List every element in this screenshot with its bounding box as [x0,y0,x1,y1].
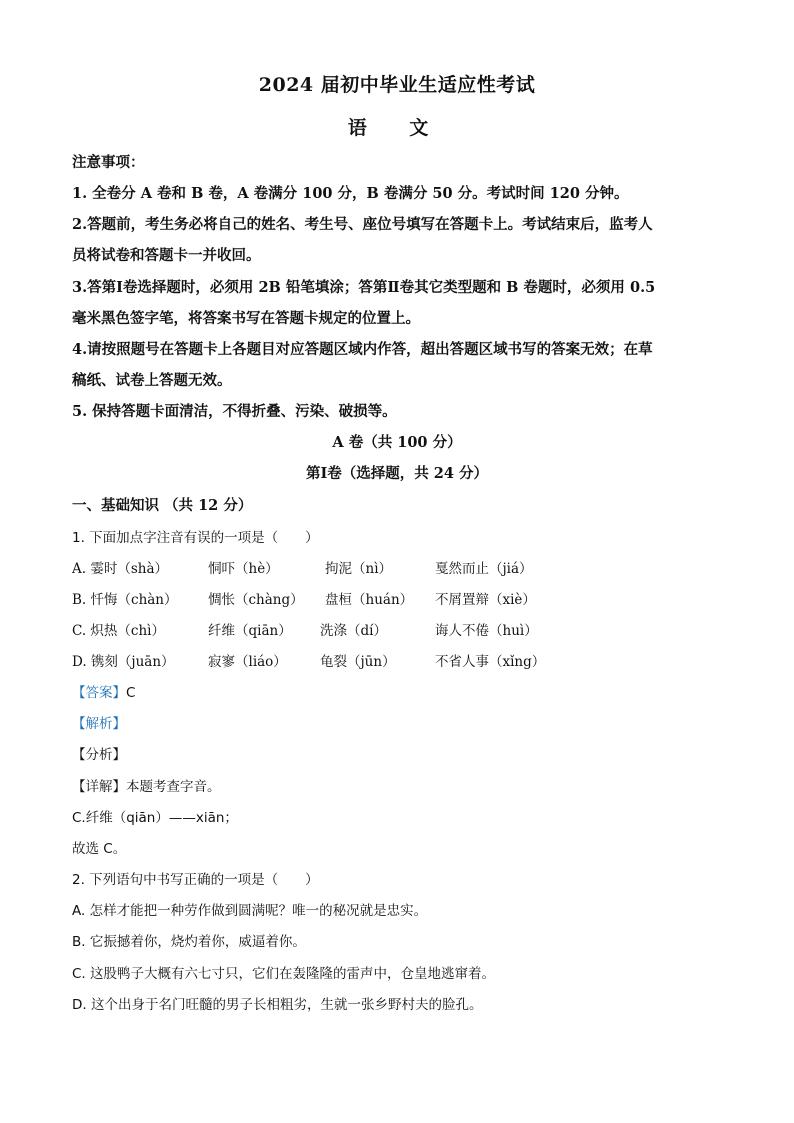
q1-conclusion: 故选 C。 [72,841,127,857]
notice-item: 稿纸、试卷上答题无效。 [72,372,232,389]
q1-option-b-4: 不屑置辩（xiè） [435,592,536,608]
q1-option-d-4: 不省人事（xǐng） [435,654,546,670]
volume-a-heading: A 卷（共 100 分） [332,434,462,451]
answer-value: C [126,685,136,701]
section-one-heading: 一、基础知识 （共 12 分） [72,497,253,514]
q1-detail [72,775,221,795]
notice-item: 3.答第Ⅰ卷选择题时，必须用 2B 铅笔填涂；答第Ⅱ卷其它类型题和 B 卷题时，必须用 0.5 [72,279,656,296]
analysis-label: 【解析】 [72,716,126,732]
q2-option-a: A. 怎样才能把一种劳作做到圆满呢？唯一的秘况就是忠实。 [72,903,428,919]
q2-option-d: D. 这个出身于名门旺髓的男子长相粗劣，生就一张乡野村夫的脸孔。 [72,997,483,1013]
q2-option-b: B. 它振撼着你，烧灼着你，威逼着你。 [72,934,306,950]
detail-label: 【详解】 [72,779,126,795]
detail-text: 本题考查字音。 [126,779,221,795]
q1-analysis-label [72,712,126,732]
q1-option-b-3: 盘桓（huán） [325,592,414,608]
question-2-stem: 2. 下列语句中书写正确的一项是（ ） [72,872,319,888]
q1-option-b-1: B. 忏悔（chàn） [72,592,178,608]
q1-option-b-2: 惆怅（chàng） [208,592,304,608]
q1-option-c-3: 洗涤（dí） [320,623,387,639]
q1-option-a-4: 戛然而止（jiá） [435,561,533,577]
notice-item: 2.答题前，考生务必将自己的姓名、考生号、座位号填写在答题卡上。考试结束后，监考人 [72,216,653,233]
notice-item: 5. 保持答题卡面清洁，不得折叠、污染、破损等。 [72,403,397,420]
q1-option-a-2: 恫吓（hè） [208,561,279,577]
subject-title: 语 文 [347,117,447,139]
q1-option-c-1: C. 炽热（chì） [72,623,166,639]
answer-label: 【答案】 [72,685,126,701]
q1-fenxi-label: 【分析】 [72,747,126,763]
notice-item: 员将试卷和答题卡一并收回。 [72,247,261,264]
notice-heading: 注意事项： [72,154,145,171]
q1-option-c-4: 诲人不倦（huì） [435,623,538,639]
q2-option-c: C. 这股鸭子大概有六七寸只，它们在轰隆隆的雷声中，仓皇地逃窜着。 [72,966,496,982]
q1-option-c-2: 纤维（qiān） [208,623,292,639]
notice-item: 毫米黑色签字笔，将答案书写在答题卡规定的位置上。 [72,310,420,327]
q1-option-a-3: 拘泥（nì） [325,561,393,577]
question-1-stem: 1. 下面加点字注音有误的一项是（ ） [72,530,319,546]
part-one-heading: 第Ⅰ卷（选择题，共 24 分） [305,465,489,482]
q1-option-d-2: 寂寥（liáo） [208,654,287,670]
q1-correction: C.纤维（qiān）——xiān； [72,810,238,826]
q1-answer [72,681,135,701]
notice-item: 1. 全卷分 A 卷和 B 卷，A 卷满分 100 分，B 卷满分 50 分。考试时间 120 分钟。 [72,185,629,202]
notice-item: 4.请按照题号在答题卡上各题目对应答题区域内作答，超出答题区域书写的答案无效；在草 [72,341,653,358]
exam-title: 2024 届初中毕业生适应性考试 [258,74,536,96]
q1-option-d-1: D. 镌刻（juān） [72,654,175,670]
q1-option-a-1: A. 霎时（shà） [72,561,169,577]
q1-option-d-3: 龟裂（jūn） [320,654,396,670]
